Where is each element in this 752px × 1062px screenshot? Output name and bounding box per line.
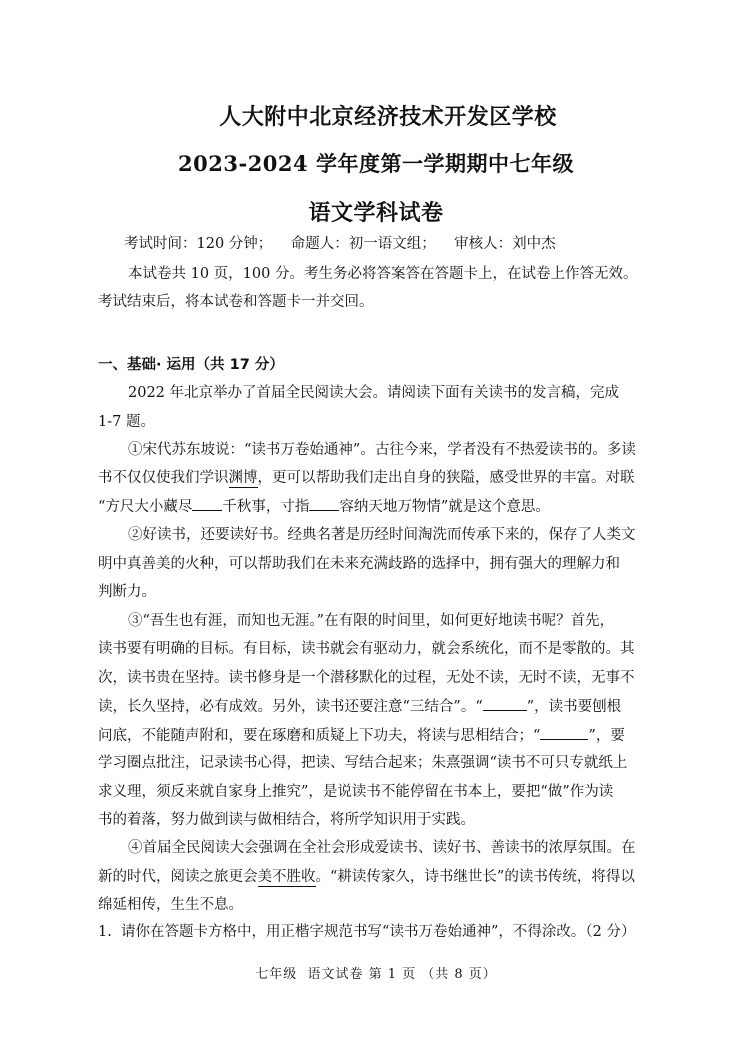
para1-line-3 xyxy=(98,496,668,517)
exam-info: 考试时间：120 分钟； 命题人：初一语文组； 审核人：刘中杰 xyxy=(124,236,556,252)
section-intro-1: 2022 年北京举办了首届全民阅读大会。请阅读下面有关读书的发言稿，完成 xyxy=(128,385,620,401)
notice-line-1: 本试卷共 10 页，100 分。考生务必将答案答在答题卡上，在试卷上作答无效。 xyxy=(128,266,638,282)
para3-line-3: 次，读书贵在坚持。读书修身是一个潜移默化的过程，无处不读，无时不读，无事不 xyxy=(98,670,635,686)
para1-line-2 xyxy=(98,468,668,488)
para4-text: 新的时代，阅读之旅更会 xyxy=(98,869,258,885)
para3-line-8: 书的着落，努力做到读与做相结合，将所学知识用于实践。 xyxy=(98,812,475,828)
para3-line-1: ③“吾生也有涯，而知也无涯。”在有限的时间里，如何更好地读书呢？首先， xyxy=(128,613,615,629)
para3-line-5 xyxy=(98,725,668,746)
para3-line-2: 读书要有明确的目标。有目标，读书就会有驱动力，就会系统化，而不是零散的。其 xyxy=(98,641,635,657)
fill-blank xyxy=(540,725,588,740)
para3-text: ”，读书要刨根 xyxy=(526,699,622,715)
para3-text: ”，要 xyxy=(588,728,625,744)
para3-line-4 xyxy=(98,696,668,717)
para1-text: “方尺大小藏尽 xyxy=(98,499,193,515)
underlined-word-meibushengshou: 美不胜收 xyxy=(257,869,316,885)
question-1: 1. 请你在答题卡方格中，用正楷字规范书写“读书万卷始通神”，不得涂改。（2 分） xyxy=(98,924,636,940)
para4-line-3: 绵延相传，生生不息。 xyxy=(98,897,243,913)
para3-line-6: 学习圈点批注，记录读书心得，把读、写结合起来；朱熹强调“读书不可只专就纸上 xyxy=(98,755,628,771)
fill-blank xyxy=(309,496,339,511)
section-intro-2: 1-7 题。 xyxy=(98,414,155,430)
subject-title: 语文学科试卷 xyxy=(308,200,444,226)
para4-line-2 xyxy=(98,867,668,887)
para4-line-1: ④首届全民阅读大会强调在全社会形成爱读书、读好书、善读书的浓厚氛围。在 xyxy=(128,840,636,856)
para3-text: 问底，不能随声附和，要在琢磨和质疑上下功夫，将读与思相结合；“ xyxy=(98,728,541,744)
underlined-word-yuanbo: 渊博 xyxy=(228,470,258,486)
section-heading: 一、基础· 运用（共 17 分） xyxy=(98,357,284,373)
para1-line-1: ①宋代苏东坡说：“读书万卷始通神”。古往今来，学者没有不热爱读书的。多读 xyxy=(128,442,636,458)
para3-text: 读，长久坚持，必有成效。另外，读书还要注意“三结合”。“ xyxy=(98,699,483,715)
para1-text: ，更可以帮助我们走出自身的狭隘，感受世界的丰富。对联 xyxy=(257,470,635,486)
fill-blank xyxy=(192,496,222,511)
para4-text: 。“耕读传家久，诗书继世长”的读书传统，将得以 xyxy=(315,869,635,885)
school-title: 人大附中北京经济技术开发区学校 xyxy=(219,104,557,130)
notice-line-2: 考试结束后，将本试卷和答题卡一并交回。 xyxy=(98,294,374,310)
para2-line-3: 判断力。 xyxy=(98,584,156,600)
term-title: 2023-2024 学年度第一学期期中七年级 xyxy=(178,151,574,176)
page-footer: 七年级 语文试卷 第 1 页 （共 8 页） xyxy=(255,967,497,982)
para2-line-1: ②好读书，还要读好书。经典名著是历经时间淘洗而传承下来的，保存了人类文 xyxy=(128,527,636,543)
fill-blank xyxy=(483,696,527,711)
para1-text: 容纳天地万物情”就是这个意思。 xyxy=(339,499,550,515)
para3-line-7: 求义理，须反来就自家身上推究”，是说读书不能停留在书本上，要把“做”作为读 xyxy=(98,784,614,800)
para2-line-2: 明中真善美的火种，可以帮助我们在未来充满歧路的选择中，拥有强大的理解力和 xyxy=(98,556,620,572)
para1-text: 千秋事，寸指 xyxy=(222,499,310,515)
para1-text: 书不仅仅使我们学识 xyxy=(98,470,229,486)
